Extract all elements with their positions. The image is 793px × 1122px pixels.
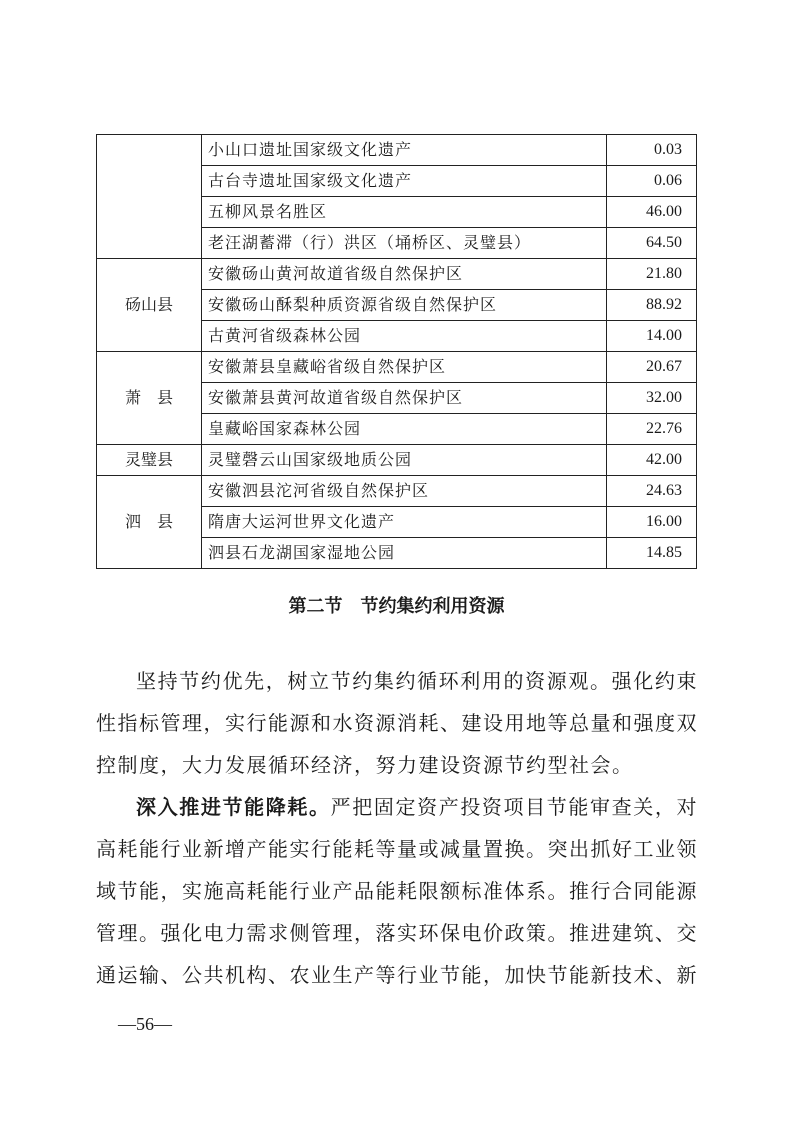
area-value-cell: 46.00: [607, 197, 697, 228]
area-value-cell: 88.92: [607, 290, 697, 321]
area-value-cell: 21.80: [607, 259, 697, 290]
area-value-cell: 22.76: [607, 414, 697, 445]
area-name-cell: 安徽砀山酥梨种质资源省级自然保护区: [202, 290, 607, 321]
section-title: 第二节 节约集约利用资源: [288, 596, 505, 617]
area-name-cell: 安徽萧县皇藏峪省级自然保护区: [202, 352, 607, 383]
area-name-cell: 隋唐大运河世界文化遗产: [202, 507, 607, 538]
paragraph-energy-saving: [96, 786, 698, 996]
page-number: —56—: [118, 1014, 172, 1034]
area-name-cell: 老汪湖蓄滞（行）洪区（埇桥区、灵璧县）: [202, 228, 607, 259]
area-name-cell: 皇藏峪国家森林公园: [202, 414, 607, 445]
area-value-cell: 0.03: [607, 135, 697, 166]
county-cell: [97, 135, 202, 259]
area-name-cell: 灵璧磬云山国家级地质公园: [202, 445, 607, 476]
table-body: [97, 135, 697, 569]
area-value-cell: 64.50: [607, 228, 697, 259]
area-name-cell: 安徽萧县黄河故道省级自然保护区: [202, 383, 607, 414]
area-name-cell: 古台寺遗址国家级文化遗产: [202, 166, 607, 197]
county-cell: 萧 县: [97, 352, 202, 445]
county-cell: 灵璧县: [97, 445, 202, 476]
area-value-cell: 14.00: [607, 321, 697, 352]
area-value-cell: 32.00: [607, 383, 697, 414]
table-row: [97, 135, 697, 166]
area-value-cell: 20.67: [607, 352, 697, 383]
table-row: [97, 259, 697, 290]
paragraph-body: 严把固定资产投资项目节能审查关，对高耗能行业新增产能实行能耗等量或减量置换。突出抓好工业领域节能，实施高耗能行业产品能耗限额标准体系。推行合同能源管理。强化电力需求侧管理，落实环保电价政策。推进建筑、交通运输、公共机构、农业生产等行业节能，加快节能新技术、新: [96, 795, 699, 987]
county-cell: 砀山县: [97, 259, 202, 352]
paragraph-resource-conservation: 坚持节约优先，树立节约集约循环利用的资源观。强化约束性指标管理，实行能源和水资源消耗、建设用地等总量和强度双控制度，大力发展循环经济，努力建设资源节约型社会。: [96, 669, 698, 777]
area-value-cell: 42.00: [607, 445, 697, 476]
table-row: [97, 352, 697, 383]
area-name-cell: 安徽泗县沱河省级自然保护区: [202, 476, 607, 507]
county-cell: 泗 县: [97, 476, 202, 569]
area-value-cell: 14.85: [607, 538, 697, 569]
area-value-cell: 24.63: [607, 476, 697, 507]
table-row: [97, 445, 697, 476]
protected-areas-table: [96, 134, 697, 569]
table-row: [97, 476, 697, 507]
paragraph-lead-heading: 深入推进节能降耗。: [136, 795, 331, 819]
area-name-cell: 安徽砀山黄河故道省级自然保护区: [202, 259, 607, 290]
area-name-cell: 泗县石龙湖国家湿地公园: [202, 538, 607, 569]
area-name-cell: 古黄河省级森林公园: [202, 321, 607, 352]
area-name-cell: 五柳风景名胜区: [202, 197, 607, 228]
area-value-cell: 16.00: [607, 507, 697, 538]
area-name-cell: 小山口遗址国家级文化遗产: [202, 135, 607, 166]
area-value-cell: 0.06: [607, 166, 697, 197]
